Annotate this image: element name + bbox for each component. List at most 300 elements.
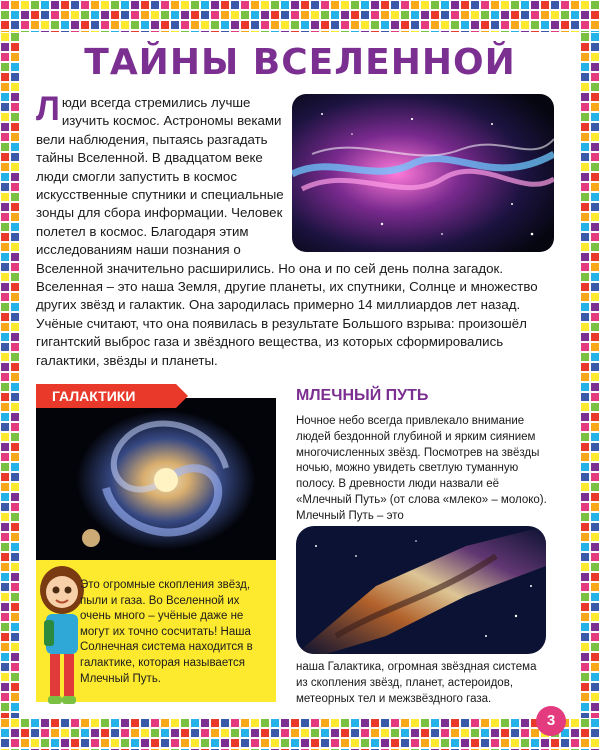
border-square (170, 738, 180, 748)
border-square (590, 502, 600, 512)
border-square (500, 728, 510, 738)
border-square (0, 142, 10, 152)
border-square (60, 20, 70, 30)
border-square (420, 20, 430, 30)
border-square (200, 738, 210, 748)
border-square (580, 452, 590, 462)
border-square (0, 10, 10, 20)
border-square (10, 202, 20, 212)
border-square (570, 20, 580, 30)
border-square (0, 622, 10, 632)
border-square (10, 322, 20, 332)
border-square (580, 192, 590, 202)
border-square (10, 482, 20, 492)
border-square (390, 20, 400, 30)
border-square (360, 10, 370, 20)
border-square (310, 0, 320, 10)
border-square (0, 202, 10, 212)
border-square (490, 738, 500, 748)
milky-way-heading: МЛЕЧНЫЙ ПУТЬ (296, 387, 429, 404)
border-square (80, 0, 90, 10)
border-square (50, 738, 60, 748)
border-square (580, 0, 590, 10)
border-square (390, 10, 400, 20)
border-square (320, 718, 330, 728)
border-square (260, 20, 270, 30)
border-square (140, 10, 150, 20)
border-square (580, 542, 590, 552)
border-square (400, 738, 410, 748)
border-square (410, 20, 420, 30)
border-square (150, 738, 160, 748)
border-square (590, 412, 600, 422)
border-square (70, 10, 80, 20)
border-square (550, 10, 560, 20)
border-square (10, 312, 20, 322)
border-square (500, 0, 510, 10)
border-square (10, 592, 20, 602)
border-square (500, 718, 510, 728)
border-square (580, 212, 590, 222)
border-square (10, 718, 20, 728)
border-square (0, 552, 10, 562)
border-square (460, 20, 470, 30)
border-square (560, 10, 570, 20)
border-square (590, 332, 600, 342)
border-square (10, 342, 20, 352)
border-square (360, 718, 370, 728)
border-square (340, 10, 350, 20)
border-square (20, 718, 30, 728)
border-square (270, 10, 280, 20)
border-square (120, 718, 130, 728)
border-square (450, 10, 460, 20)
border-square (10, 252, 20, 262)
border-square (590, 202, 600, 212)
border-square (510, 0, 520, 10)
border-square (580, 132, 590, 142)
border-square (20, 20, 30, 30)
border-square (50, 10, 60, 20)
border-square (0, 492, 10, 502)
border-square (590, 102, 600, 112)
border-square (380, 728, 390, 738)
border-square (180, 0, 190, 10)
border-square (190, 728, 200, 738)
border-square (310, 10, 320, 20)
border-square (580, 20, 590, 30)
border-square (330, 0, 340, 10)
border-square (500, 10, 510, 20)
border-square (0, 712, 10, 718)
border-square (10, 502, 20, 512)
border-square (430, 728, 440, 738)
border-square (10, 232, 20, 242)
border-square (580, 222, 590, 232)
border-square (70, 20, 80, 30)
border-square (310, 20, 320, 30)
border-square (590, 112, 600, 122)
border-square (410, 0, 420, 10)
border-square (0, 738, 10, 748)
border-square (510, 738, 520, 748)
border-square (90, 10, 100, 20)
border-square (130, 20, 140, 30)
border-square (590, 82, 600, 92)
border-square (10, 10, 20, 20)
border-square (10, 182, 20, 192)
border-square (280, 10, 290, 20)
border-square (10, 242, 20, 252)
border-square (320, 20, 330, 30)
border-square (10, 452, 20, 462)
border-square (550, 0, 560, 10)
border-square (300, 20, 310, 30)
border-square (80, 10, 90, 20)
border-square (440, 0, 450, 10)
border-square (200, 0, 210, 10)
border-square (240, 20, 250, 30)
border-square (480, 0, 490, 10)
border-square (590, 182, 600, 192)
border-square (10, 672, 20, 682)
border-square (180, 20, 190, 30)
border-square (0, 112, 10, 122)
border-square (10, 122, 20, 132)
border-square (320, 738, 330, 748)
border-square (0, 422, 10, 432)
border-square (580, 332, 590, 342)
border-square (10, 222, 20, 232)
border-square (240, 0, 250, 10)
border-square (230, 738, 240, 748)
border-square (30, 738, 40, 748)
border-square (580, 322, 590, 332)
border-square (0, 662, 10, 672)
border-square (590, 482, 600, 492)
border-square (590, 552, 600, 562)
border-square (330, 728, 340, 738)
border-square (530, 10, 540, 20)
border-square (510, 10, 520, 20)
border-square (480, 10, 490, 20)
border-square (590, 452, 600, 462)
border-square (350, 0, 360, 10)
border-square (40, 718, 50, 728)
border-square (10, 382, 20, 392)
border-square (480, 738, 490, 748)
border-square (580, 652, 590, 662)
border-square (10, 32, 20, 42)
border-square (380, 718, 390, 728)
border-square (0, 122, 10, 132)
border-square (360, 20, 370, 30)
border-square (490, 20, 500, 30)
border-square (0, 222, 10, 232)
border-square (580, 422, 590, 432)
border-square (590, 242, 600, 252)
border-square (450, 20, 460, 30)
border-square (520, 728, 530, 738)
border-square (540, 20, 550, 30)
border-square (590, 562, 600, 572)
border-square (110, 10, 120, 20)
border-square (0, 302, 10, 312)
border-square (150, 728, 160, 738)
border-square (510, 718, 520, 728)
border-square (380, 20, 390, 30)
border-square (10, 20, 20, 30)
border-square (70, 718, 80, 728)
border-square (580, 552, 590, 562)
border-square (200, 10, 210, 20)
border-square (360, 728, 370, 738)
border-square (0, 262, 10, 272)
border-square (230, 0, 240, 10)
border-square (120, 10, 130, 20)
border-square (10, 622, 20, 632)
border-square (590, 172, 600, 182)
border-square (580, 502, 590, 512)
border-square (20, 738, 30, 748)
border-square (590, 302, 600, 312)
border-square (390, 0, 400, 10)
border-square (0, 718, 10, 728)
border-square (80, 20, 90, 30)
border-square (10, 372, 20, 382)
border-square (580, 702, 590, 712)
border-square (590, 132, 600, 142)
border-square (0, 728, 10, 738)
nebula-photo (292, 94, 554, 252)
border-square (10, 92, 20, 102)
border-square (320, 0, 330, 10)
border-square (580, 402, 590, 412)
border-square (130, 0, 140, 10)
border-square (60, 10, 70, 20)
border-square (10, 282, 20, 292)
border-square (580, 302, 590, 312)
border-square (590, 672, 600, 682)
border-square (310, 718, 320, 728)
border-square (590, 252, 600, 262)
border-square (0, 462, 10, 472)
border-square (390, 738, 400, 748)
milky-way-text-2: наша Галактика, огромная звёздная система из скопления звёзд, планет, астероидов, метеорных тел и межзвёздного газа. (296, 661, 537, 705)
border-square (160, 718, 170, 728)
border-square (530, 738, 540, 748)
border-square (10, 652, 20, 662)
border-square (590, 522, 600, 532)
border-square (590, 462, 600, 472)
border-square (400, 10, 410, 20)
border-square (150, 10, 160, 20)
border-square (210, 738, 220, 748)
border-square (490, 718, 500, 728)
border-square (240, 718, 250, 728)
border-square (590, 612, 600, 622)
border-square (580, 612, 590, 622)
border-square (350, 20, 360, 30)
border-square (420, 728, 430, 738)
border-square (590, 582, 600, 592)
border-square (580, 512, 590, 522)
border-square (180, 10, 190, 20)
border-square (590, 192, 600, 202)
border-square (0, 272, 10, 282)
border-square (190, 0, 200, 10)
border-square (0, 20, 10, 30)
border-square (220, 0, 230, 10)
border-square (210, 0, 220, 10)
border-square (590, 728, 600, 738)
border-square (10, 738, 20, 748)
border-square (40, 20, 50, 30)
border-square (350, 718, 360, 728)
page-title: ТАЙНЫ ВСЕЛЕННОЙ (84, 42, 516, 83)
border-square (580, 112, 590, 122)
border-square (90, 718, 100, 728)
border-square (590, 542, 600, 552)
border-square (110, 20, 120, 30)
border-square (320, 10, 330, 20)
border-square (360, 738, 370, 748)
border-square (550, 738, 560, 748)
border-square (270, 20, 280, 30)
border-square (580, 532, 590, 542)
border-square (580, 412, 590, 422)
border-square (0, 322, 10, 332)
border-square (260, 718, 270, 728)
border-square (0, 402, 10, 412)
border-square (0, 332, 10, 342)
border-square (60, 728, 70, 738)
border-square (210, 20, 220, 30)
border-square (0, 522, 10, 532)
border-square (390, 728, 400, 738)
border-square (590, 422, 600, 432)
border-square (180, 728, 190, 738)
border-square (220, 718, 230, 728)
border-square (580, 682, 590, 692)
border-square (470, 10, 480, 20)
border-square (300, 718, 310, 728)
border-square (0, 0, 10, 10)
border-square (10, 492, 20, 502)
border-square (420, 738, 430, 748)
border-square (0, 642, 10, 652)
border-square (280, 718, 290, 728)
border-square (10, 682, 20, 692)
border-square (450, 728, 460, 738)
border-square (450, 718, 460, 728)
border-square (0, 432, 10, 442)
border-square (580, 272, 590, 282)
border-square (220, 20, 230, 30)
border-square (80, 718, 90, 728)
border-square (0, 292, 10, 302)
border-square (10, 402, 20, 412)
border-square (590, 432, 600, 442)
border-square (140, 728, 150, 738)
border-square (0, 632, 10, 642)
border-square (10, 552, 20, 562)
border-square (360, 0, 370, 10)
border-square (0, 372, 10, 382)
border-square (590, 602, 600, 612)
border-square (60, 718, 70, 728)
border-square (0, 482, 10, 492)
border-square (30, 728, 40, 738)
border-square (150, 0, 160, 10)
border-square (460, 738, 470, 748)
border-square (150, 20, 160, 30)
border-square (580, 382, 590, 392)
border-square (10, 272, 20, 282)
border-square (590, 622, 600, 632)
border-square (520, 738, 530, 748)
border-square (210, 728, 220, 738)
border-square (410, 728, 420, 738)
border-square (10, 82, 20, 92)
border-square (400, 728, 410, 738)
border-square (590, 392, 600, 402)
border-square (590, 162, 600, 172)
border-square (60, 738, 70, 748)
border-square (110, 728, 120, 738)
border-square (40, 728, 50, 738)
border-square (0, 312, 10, 322)
border-square (120, 728, 130, 738)
border-square (580, 572, 590, 582)
border-square (110, 738, 120, 748)
border-square (10, 162, 20, 172)
border-square (90, 738, 100, 748)
border-square (280, 0, 290, 10)
border-square (0, 602, 10, 612)
border-square (350, 10, 360, 20)
border-square (580, 582, 590, 592)
border-square (590, 652, 600, 662)
border-square (140, 20, 150, 30)
border-square (580, 592, 590, 602)
border-square (560, 20, 570, 30)
border-square (10, 302, 20, 312)
border-square (430, 718, 440, 728)
border-square (0, 82, 10, 92)
border-square (590, 592, 600, 602)
border-square (130, 718, 140, 728)
border-square (10, 472, 20, 482)
border-square (10, 582, 20, 592)
border-square (100, 718, 110, 728)
border-square (220, 10, 230, 20)
border-square (210, 10, 220, 20)
border-square (520, 0, 530, 10)
border-square (340, 718, 350, 728)
border-square (540, 738, 550, 748)
border-square (580, 182, 590, 192)
border-square (430, 0, 440, 10)
border-square (270, 738, 280, 748)
border-square (250, 10, 260, 20)
border-square (0, 672, 10, 682)
border-square (580, 642, 590, 652)
border-square (80, 728, 90, 738)
border-square (300, 738, 310, 748)
border-square (330, 20, 340, 30)
border-square (0, 362, 10, 372)
